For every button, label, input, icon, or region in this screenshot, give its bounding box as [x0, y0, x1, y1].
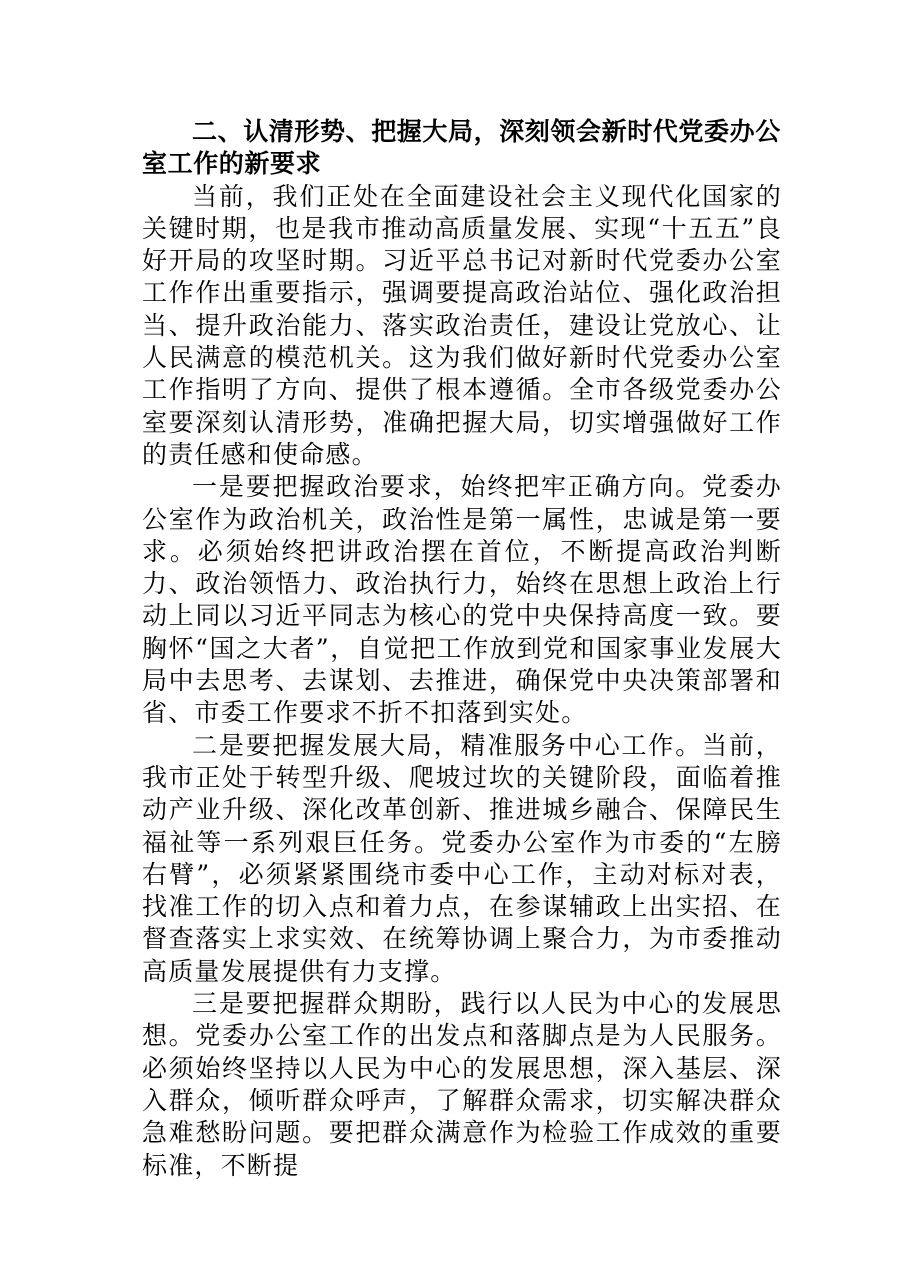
- section-heading: 二、认清形势、把握大局，深刻领会新时代党委办公室工作的新要求: [142, 117, 781, 179]
- paragraph-point-one: 一是要把握政治要求，始终把牢正确方向。党委办公室作为政治机关，政治性是第一属性，忠诚是第一要求。必须始终把讲政治摆在首位，不断提高政治判断力、政治领悟力、政治执行力，始终在思想上政治上行动上同以习近平同志为核心的党中央保持高度一致。要胸怀“国之大者”，自觉把工作放到党和国家事业发展大局中去思考、去谋划、去推进，确保党中央决策部署和省、市委工作要求不折不扣落到实处。: [142, 472, 782, 728]
- document-body: [142, 116, 782, 1182]
- paragraph-point-three: 三是要把握群众期盼，践行以人民为中心的发展思想。党委办公室工作的出发点和落脚点是为人民服务。必须始终坚持以人民为中心的发展思想，深入基层、深入群众，倾听群众呼声，了解群众需求，切实解决群众急难愁盼问题。要把群众满意作为检验工作成效的重要标准，不断提: [142, 989, 782, 1180]
- paragraph-intro: 当前，我们正处在全面建设社会主义现代化国家的关键时期，也是我市推动高质量发展、实现“十五五”良好开局的攻坚时期。习近平总书记对新时代党委办公室工作作出重要指示，强调要提高政治站位、强化政治担当、提升政治能力、落实政治责任，建设让党放心、让人民满意的模范机关。这为我们做好新时代党委办公室工作指明了方向、提供了根本遵循。全市各级党委办公室要深刻认清形势，准确把握大局，切实增强做好工作的责任感和使命感。: [142, 181, 782, 469]
- paragraph-point-two: 二是要把握发展大局，精准服务中心工作。当前，我市正处于转型升级、爬坡过坎的关键阶段，面临着推动产业升级、深化改革创新、推进城乡融合、保障民生福祉等一系列艰巨任务。党委办公室作为市委的“左膀右臂”，必须紧紧围绕市委中心工作，主动对标对表，找准工作的切入点和着力点，在参谋辅政上出实招、在督查落实上求实效、在统筹协调上聚合力，为市委推动高质量发展提供有力支撑。: [142, 730, 782, 986]
